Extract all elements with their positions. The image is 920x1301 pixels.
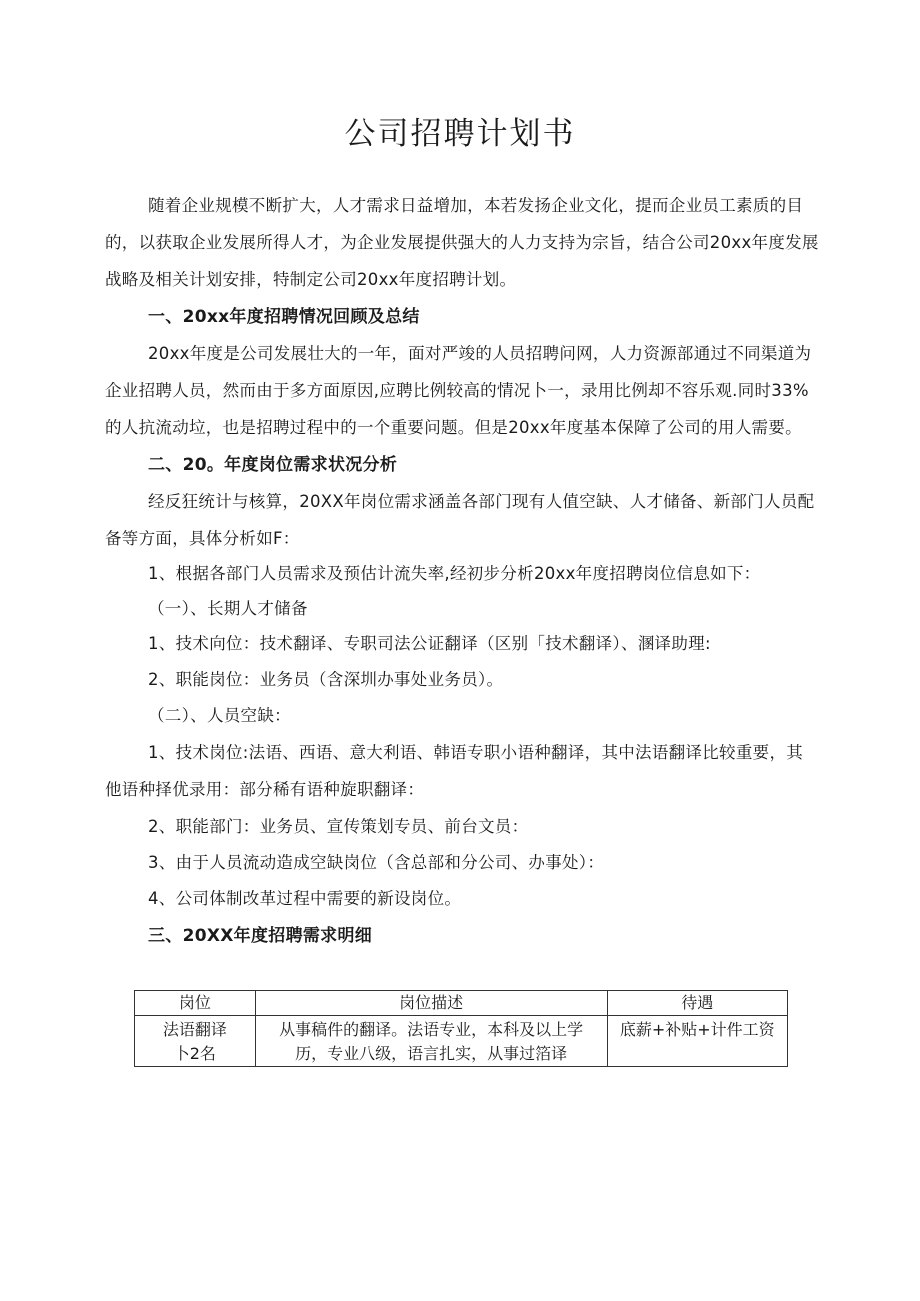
description-line: 历，专业八级，语言扎实，从事过箔译 [295, 1044, 568, 1063]
position-line: 法语翻译 [162, 1020, 227, 1039]
intro-line: 战略及相关计划安排，特制定公司20xx年度招聘计划。 [105, 270, 517, 289]
section2-line: 1、根据各部门人员需求及预估计流失率,经初步分析20xx年度招聘岗位信息如下： [148, 564, 761, 583]
table-header-description: 岗位描述 [255, 991, 607, 1016]
section2-line: 备等方面，具体分析如F： [105, 529, 300, 548]
section2-line: 2、职能部门：业务员、宣传策划专员、前台文员： [148, 817, 529, 836]
section1-line: 的人抗流动垃，也是招聘过程中的一个重要问题。但是20xx年度基本保障了公司的用人需要。 [105, 418, 802, 437]
section2-line: 3、由于人员流动造成空缺岗位（含总部和分公司、办事处）： [148, 853, 605, 872]
section-heading-3: 三、20XX年度招聘需求明细 [148, 926, 373, 946]
section2-line: 经反狂统计与核算，20XX年岗位需求涵盖各部门现有人值空缺、人才储备、新部门人员配 [148, 492, 815, 511]
table-header-position: 岗位 [135, 991, 256, 1016]
table-cell-pay [607, 1016, 788, 1067]
table-header-row [135, 991, 788, 1016]
section2-line: 他语种择优录用：部分稀有语种旋职翻译： [105, 780, 425, 799]
section2-line: 1、技术向位：技术翻译、专职司法公证翻译（区别「技术翻译）、溷译助理: [148, 634, 711, 653]
description-line: 从事稿件的翻译。法语专业，本科及以上学 [279, 1020, 584, 1039]
pay-text: 底薪+补贴+计件工资 [619, 1020, 775, 1039]
table-cell-description [255, 1016, 607, 1067]
section1-line: 企业招聘人员，然而由于多方面原因,应聘比例较高的情况卜一，录用比例却不容乐观.同时33% [105, 381, 809, 400]
table-row [135, 1016, 788, 1067]
recruitment-table [134, 990, 788, 1067]
section1-line: 20xx年度是公司发展壮大的一年，面对严竣的人员招聘问网，人力资源部通过不同渠道为 [148, 344, 812, 363]
section2-line: 2、职能岗位：业务员（含深圳办事处业务员）。 [148, 670, 504, 689]
section2-line: 4、公司体制改革过程中需要的新设岗位。 [148, 889, 462, 908]
table-cell-position [135, 1016, 256, 1067]
intro-line: 的，以获取企业发展所得人才，为企业发展提供强大的人力支持为宗旨，结合公司20xx年度发展 [105, 233, 819, 252]
subsection-label: （一）、长期人才储备 [148, 599, 308, 618]
section2-line: 1、技术岗位:法语、西语、意大利语、韩语专职小语种翻译，其中法语翻译比较重要，其 [148, 743, 804, 762]
intro-line: 随着企业规模不断扩大，人才需求日益增加，本若发扬企业文化，提而企业员工素质的目 [148, 196, 804, 215]
document-title: 公司招聘计划书 [344, 116, 576, 152]
position-line: 卜2名 [173, 1044, 216, 1063]
subsection-label: （二）、人员空缺： [148, 706, 291, 725]
table-header-pay: 待遇 [607, 991, 788, 1016]
section-heading-2: 二、20。年度岗位需求状况分析 [148, 455, 398, 475]
section-heading-1: 一、20xx年度招聘情况回顾及总结 [148, 307, 420, 327]
